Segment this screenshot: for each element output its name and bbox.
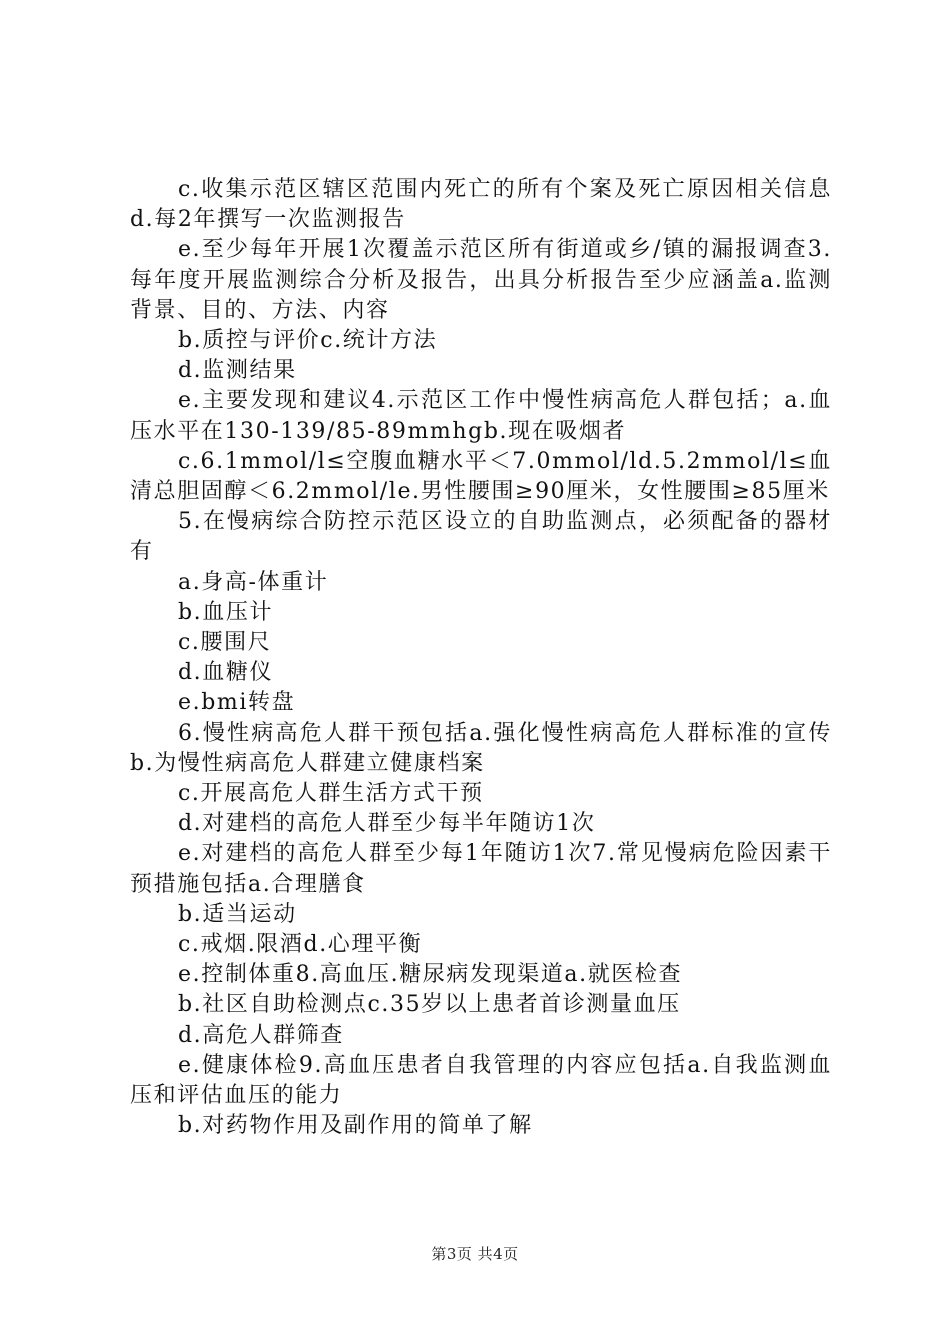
paragraph: e.对建档的高危人群至少每1年随访1次7.常见慢病危险因素干预措施包括a.合理膳食 [130, 841, 832, 897]
paragraph: d.高危人群筛查 [178, 1022, 344, 1048]
paragraph: d.对建档的高危人群至少每半年随访1次 [178, 811, 596, 837]
paragraph: c.开展高危人群生活方式干预 [178, 781, 484, 807]
paragraph: e.控制体重8.高血压.糖尿病发现渠道a.就医检查 [178, 962, 683, 988]
paragraph: c.收集示范区辖区范围内死亡的所有个案及死亡原因相关信息d.每2年撰写一次监测报告 [130, 177, 832, 233]
paragraph: b.对药物作用及副作用的简单了解 [178, 1113, 533, 1139]
paragraph: b.血压计 [178, 599, 274, 625]
paragraph: e.bmi转盘 [178, 690, 296, 716]
paragraph: b.社区自助检测点c.35岁以上患者首诊测量血压 [178, 992, 681, 1018]
paragraph: a.身高-体重计 [178, 569, 329, 595]
paragraph: 5.在慢病综合防控示范区设立的自助监测点，必须配备的器材有 [130, 509, 832, 565]
document-body [130, 175, 832, 1142]
paragraph: c.6.1mmol/l≤空腹血糖水平＜7.0mmol/ld.5.2mmol/l≤血清总胆固醇＜6.2mmol/le.男性腰围≥90厘米，女性腰围≥85厘米 [130, 448, 832, 505]
paragraph: b.质控与评价c.统计方法 [178, 328, 438, 354]
page-number-footer: 第3页 共4页 [431, 1245, 519, 1263]
paragraph: e.健康体检9.高血压患者自我管理的内容应包括a.自我监测血压和评估血压的能力 [130, 1052, 832, 1109]
paragraph: c.戒烟.限酒d.心理平衡 [178, 932, 423, 958]
paragraph: 6.慢性病高危人群干预包括a.强化慢性病高危人群标准的宣传b.为慢性病高危人群建立健康档案 [130, 720, 832, 776]
paragraph: d.血糖仪 [178, 660, 274, 686]
paragraph: c.腰围尺 [178, 630, 272, 656]
paragraph: e.至少每年开展1次覆盖示范区所有街道或乡/镇的漏报调查3.每年度开展监测综合分析及报告，出具分析报告至少应涵盖a.监测背景、目的、方法、内容 [130, 237, 832, 323]
paragraph: e.主要发现和建议4.示范区工作中慢性病高危人群包括；a.血压水平在130-139/85-89mmhgb.现在吸烟者 [130, 388, 832, 444]
paragraph: d.监测结果 [178, 358, 297, 384]
paragraph: b.适当运动 [178, 901, 297, 927]
